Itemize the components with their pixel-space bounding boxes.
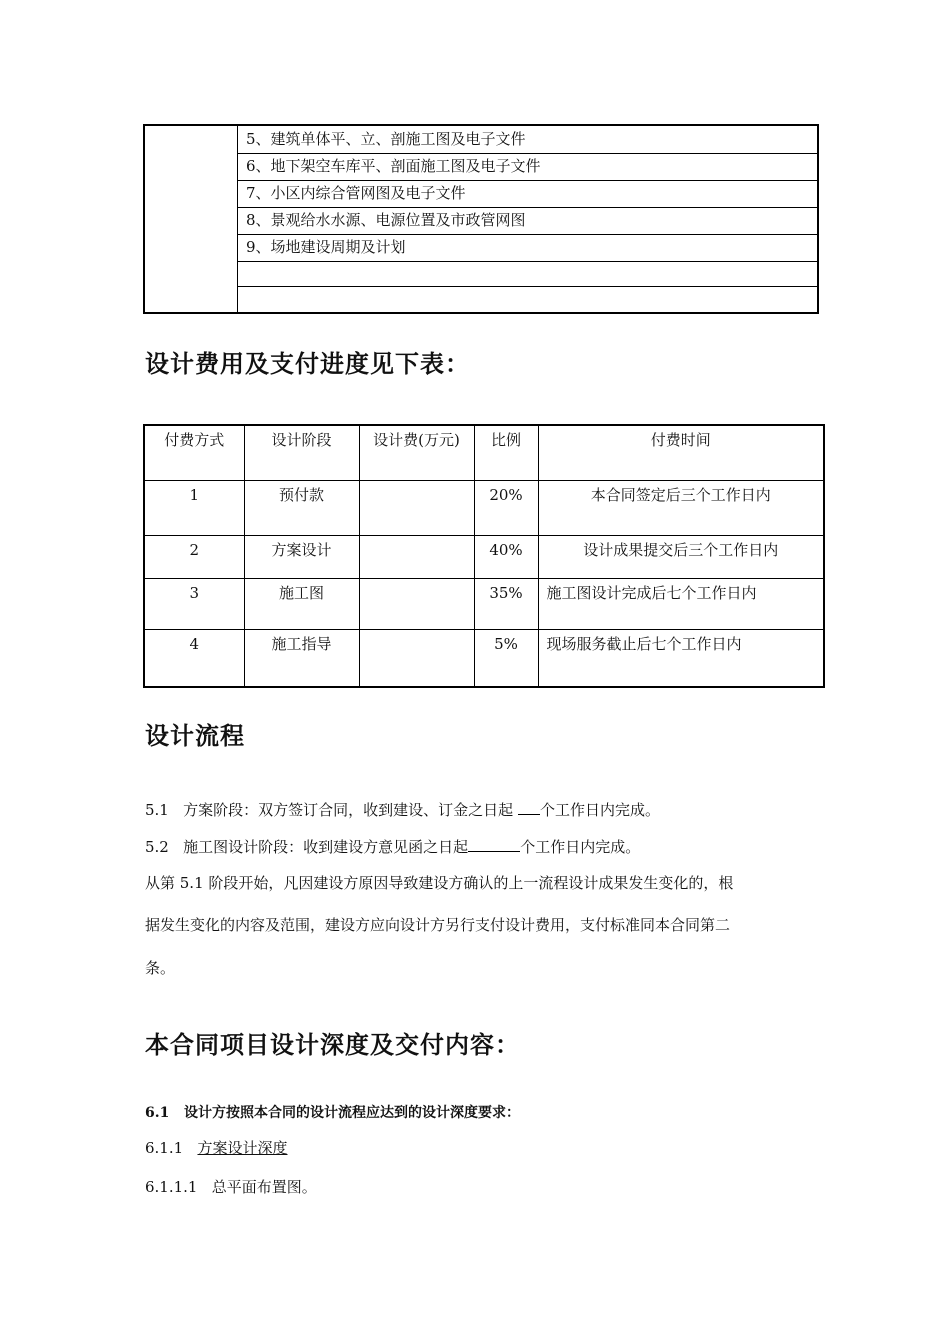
paragraph-5-1 (145, 801, 660, 818)
row-ratio: 5% (474, 629, 538, 687)
clause-text: 个工作日内完成。 (520, 838, 641, 856)
fee-table-header (144, 425, 824, 480)
paragraph-5-2 (145, 838, 640, 855)
depth-heading: 本合同项目设计深度及交付内容： (145, 1031, 520, 1059)
clause-text: 个工作日内完成。 (539, 801, 660, 819)
table-row (144, 629, 824, 687)
fill-blank (468, 838, 520, 852)
row-time: 施工图设计完成后七个工作日内 (538, 578, 824, 629)
row-time: 现场服务截止后七个工作日内 (538, 629, 824, 687)
clause-text: 总平面布置图。 (211, 1178, 317, 1196)
clause-text: 设计方按照本合同的设计流程应达到的设计深度要求： (183, 1105, 520, 1121)
clause-number: 6.1.1.1 (145, 1178, 198, 1196)
table-row (144, 578, 824, 629)
clause-text: 方案阶段：双方签订合同，收到建设、订金之日起 (183, 801, 514, 819)
row-fee (359, 480, 474, 535)
row-time: 设计成果提交后三个工作日内 (538, 535, 824, 578)
row-ratio: 20% (474, 480, 538, 535)
table-row (238, 261, 819, 286)
row-stage: 预付款 (244, 480, 359, 535)
row-stage: 方案设计 (244, 535, 359, 578)
section-6-1-1 (145, 1141, 288, 1156)
paragraph-line: 从第 5.1 阶段开始，凡因建设方原因导致建设方确认的上一流程设计成果发生变化的，根 (145, 874, 734, 892)
row-no: 2 (144, 535, 244, 578)
clause-number: 6.1.1 (145, 1139, 184, 1157)
row-fee (359, 629, 474, 687)
table-row: 5、建筑单体平、立、剖施工图及电子文件 (238, 125, 819, 153)
row-ratio: 35% (474, 578, 538, 629)
row-fee (359, 578, 474, 629)
table-row: 8、景观给水水源、电源位置及市政管网图 (238, 207, 819, 234)
row-fee (359, 535, 474, 578)
header-ratio: 比例 (474, 425, 538, 480)
section-6-1-1-1 (145, 1180, 317, 1195)
table-row: 7、小区内综合管网图及电子文件 (238, 180, 819, 207)
fee-table (143, 424, 825, 688)
row-stage: 施工指导 (244, 629, 359, 687)
clause-number: 5.2 (145, 838, 169, 856)
fee-heading: 设计费用及支付进度见下表： (145, 350, 470, 378)
row-ratio: 40% (474, 535, 538, 578)
header-time: 付费时间 (538, 425, 824, 480)
table-row (144, 535, 824, 578)
flow-heading: 设计流程 (145, 722, 245, 750)
fill-blank (518, 801, 540, 815)
table-row (144, 480, 824, 535)
clause-text: 施工图设计阶段：收到建设方意见函之日起 (183, 838, 469, 856)
row-time: 本合同签定后三个工作日内 (538, 480, 824, 535)
table-row (238, 286, 819, 313)
row-no: 4 (144, 629, 244, 687)
table-row: 9、场地建设周期及计划 (238, 234, 819, 261)
header-fee: 设计费(万元) (359, 425, 474, 480)
clause-number: 5.1 (145, 801, 169, 819)
table-row: 6、地下架空车库平、剖面施工图及电子文件 (238, 153, 819, 180)
row-stage: 施工图 (244, 578, 359, 629)
paragraph-line: 据发生变化的内容及范围，建设方应向设计方另行支付设计费用，支付标准同本合同第二 (145, 916, 731, 934)
clause-text: 方案设计深度 (197, 1139, 288, 1157)
header-stage: 设计阶段 (244, 425, 359, 480)
clause-number: 6.1 (145, 1105, 170, 1121)
row-no: 1 (144, 480, 244, 535)
section-6-1 (145, 1106, 520, 1121)
row-no: 3 (144, 578, 244, 629)
requirements-table (143, 124, 819, 314)
paragraph-line: 条。 (145, 959, 176, 977)
header-payment-method: 付费方式 (144, 425, 244, 480)
table-left-column (144, 125, 238, 313)
